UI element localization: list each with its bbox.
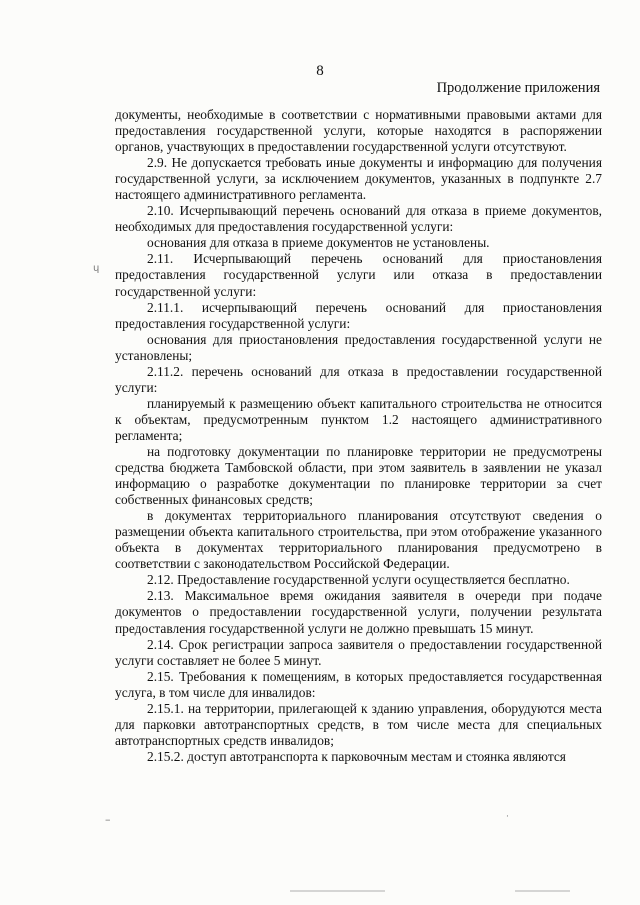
scan-footer-artifact-right [515, 890, 570, 892]
document-body [115, 107, 602, 765]
paragraph-2-15-2: 2.15.2. доступ автотранспорта к парковочным местам и стоянка являются [147, 748, 566, 764]
page-number: 8 [316, 63, 324, 79]
paragraph-2-12: 2.12. Предоставление государственной услуги осуществляется бесплатно. [147, 572, 570, 588]
paragraph-2-11: 2.11. Исчерпывающий перечень оснований для приостановления предоставления государственной услуги или отказа в предоставлении государственной услуги: [115, 251, 602, 299]
scan-footer-artifact [290, 890, 385, 892]
paragraph-2-10: 2.10. Исчерпывающий перечень оснований для отказа в приеме документов, необходимых для предоставления государственной услуги: [115, 203, 602, 235]
paragraph-2-9: 2.9. Не допускается требовать иные документы и информацию для получения государственной услуги, за исключением документов, указанных в подпункте 2.7 настоящего административного регламента. [115, 155, 602, 203]
paragraph-2-15-1: 2.15.1. на территории, прилегающей к зданию управления, оборудуются места для парковки автотранспортных средств, в том числе места для специальных автотранспортных средств инвалидов; [115, 700, 602, 748]
paragraph-continuation: документы, необходимые в соответствии с нормативными правовыми актами для предоставления государственной услуги, которые находятся в распоряжении органов, участвующих в предоставлении государственной услуги отсутствуют. [115, 107, 602, 155]
paragraph-2-11-2: 2.11.2. перечень оснований для отказа в предоставлении государственной услуги: [115, 363, 602, 395]
paragraph-refusal-ground-3: в документах территориального планирования отсутствуют сведения о размещении объекта капитального строительства, при этом отображение указанного объекта в документах территориального планирования предусмотрено в соответствии с законодательством Российской Федерации. [115, 508, 602, 572]
paragraph-2-10-grounds: основания для отказа в приеме документов не установлены. [147, 235, 490, 251]
paragraph-2-13: 2.13. Максимальное время ожидания заявителя в очереди при подаче документов о предоставлении государственной услуги, получении результата предоставления государственной услуги не должно превышать 15 минут. [115, 588, 602, 636]
scan-dash-mark: – [105, 813, 111, 826]
running-header: Продолжение приложения [436, 80, 600, 96]
paragraph-2-15: 2.15. Требования к помещениям, в которых предоставляется государственная услуга, в том числе для инвалидов: [115, 668, 602, 700]
paragraph-2-14: 2.14. Срок регистрации запроса заявителя о предоставлении государственной услуги составляет не более 5 минут. [115, 636, 602, 668]
paragraph-2-11-1-grounds: основания для приостановления предоставления государственной услуги не установлены; [115, 331, 602, 363]
paragraph-2-11-1: 2.11.1. исчерпывающий перечень оснований для приостановления предоставления государственной услуги: [115, 299, 602, 331]
paragraph-refusal-ground-1: планируемый к размещению объект капитального строительства не относится к объектам, предусмотренным пунктом 1.2 настоящего административного регламента; [115, 395, 602, 443]
paragraph-refusal-ground-2: на подготовку документации по планировке территории не предусмотрены средства бюджета Тамбовской области, при этом заявитель в заявлении не указал информацию о разработке документации по планировке территории за счет собственных финансовых средств; [115, 443, 602, 508]
margin-pen-mark: ɥ [93, 263, 100, 274]
scan-dot-mark: · [506, 812, 509, 822]
